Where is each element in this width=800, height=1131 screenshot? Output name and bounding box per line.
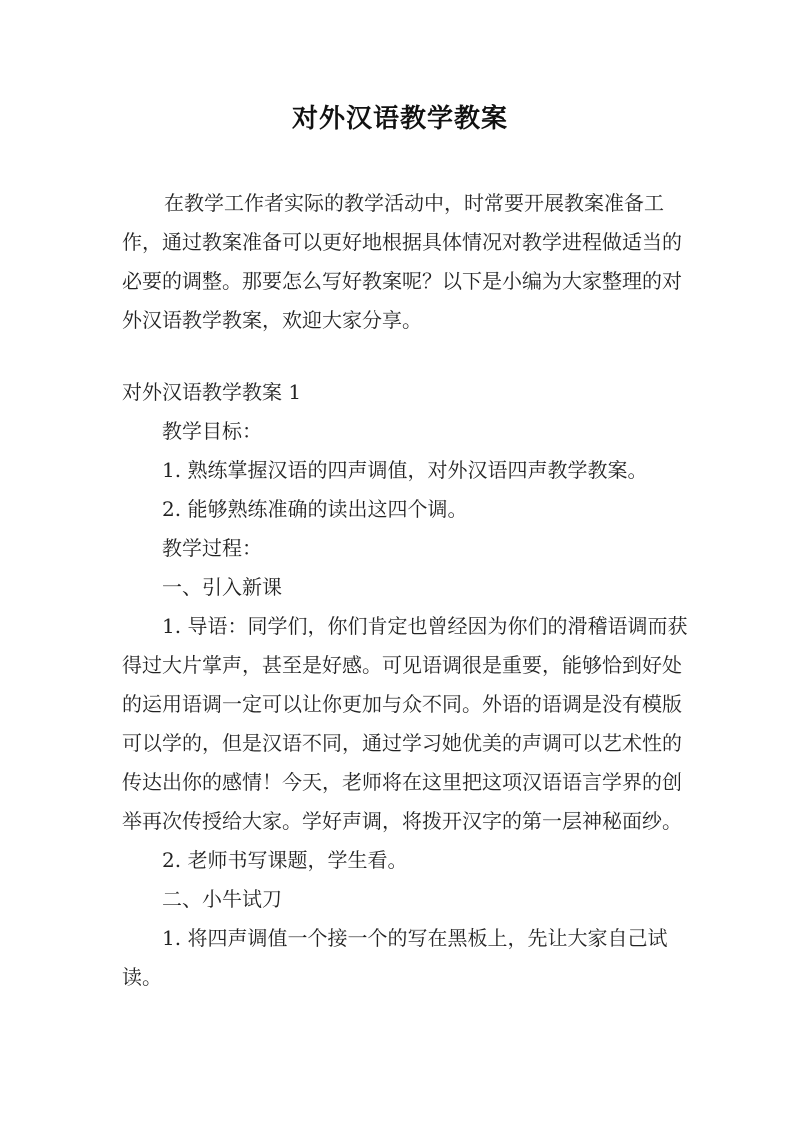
paragraph-objective-2: 2. 能够熟练准确的读出这四个调。 <box>162 497 468 521</box>
paragraph-step-two-heading: 二、小牛试刀 <box>162 887 282 911</box>
paragraph-write-title: 2. 老师书写课题，学生看。 <box>162 848 408 872</box>
paragraph-process-heading: 教学过程： <box>162 536 262 560</box>
lesson-content <box>122 373 690 997</box>
paragraph-tone-practice: 1. 将四声调值一个接一个的写在黑板上，先让大家自己试读。 <box>122 926 668 989</box>
intro-block <box>122 184 690 340</box>
paragraph-step-one-heading: 一、引入新课 <box>162 575 282 599</box>
paragraph-objective-1: 1. 熟练掌握汉语的四声调值，对外汉语四声教学教案。 <box>162 458 648 482</box>
paragraph-objectives-heading: 教学目标： <box>162 419 262 443</box>
document-title: 对外汉语教学教案 <box>291 104 508 134</box>
section-title: 对外汉语教学教案 1 <box>122 380 302 404</box>
intro-paragraph: 在教学工作者实际的教学活动中，时常要开展教案准备工作，通过教案准备可以更好地根据具体情况对教学进程做适当的必要的调整。那要怎么写好教案呢？以下是小编为大家整理的对外汉语教学教案，欢迎大家分享。 <box>122 191 682 332</box>
paragraph-introduction: 1. 导语：同学们，你们肯定也曾经因为你们的滑稽语调而获得过大片掌声，甚至是好感。可见语调很是重要，能够恰到好处的运用语调一定可以让你更加与众不同。外语的语调是没有模版可以学的，但是汉语不同，通过学习她优美的声调可以艺术性的传达出你的感情！今天，老师将在这里把这项汉语语言学界的创举再次传授给大家。学好声调，将拨开汉字的第一层神秘面纱。 <box>122 614 688 833</box>
